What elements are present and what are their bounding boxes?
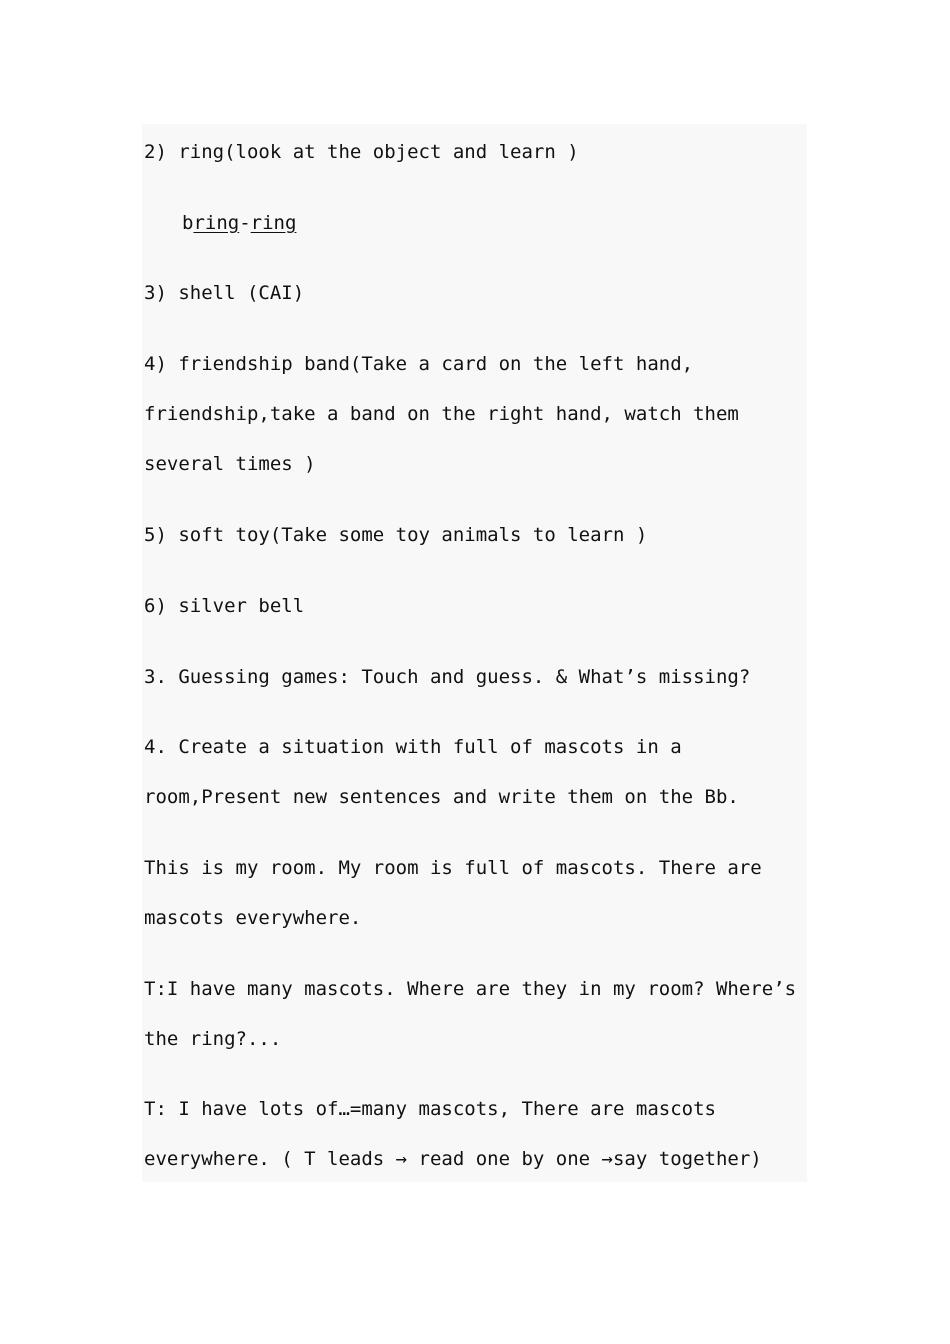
step-create-situation-line-1: 4. Create a situation with full of mascots in a [144, 736, 682, 758]
item-friendship-band-line-1: 4) friendship band(Take a card on the left hand, [144, 353, 694, 375]
teacher-line-2-part-1: T: I have lots of…=many mascots, There are mascots [144, 1098, 716, 1120]
item-silver-bell: 6) silver bell [144, 595, 305, 617]
teacher-line-2-part-2: everywhere. ( T leads → read one by one →say together) [144, 1148, 762, 1170]
sentence-my-room-line-2: mascots everywhere. [144, 907, 362, 929]
item-ring: 2) ring(look at the object and learn ) [144, 141, 579, 163]
word-family-bring-ring [182, 211, 296, 235]
word-dash: - [239, 212, 251, 234]
item-shell: 3) shell (CAI) [144, 282, 305, 304]
sentence-my-room-line-1: This is my room. My room is full of mascots. There are [144, 857, 762, 879]
underlined-ring-1: ring [193, 212, 240, 234]
step-create-situation-line-2: room,Present new sentences and write them on the Bb. [144, 786, 739, 808]
item-soft-toy: 5) soft toy(Take some toy animals to learn ) [144, 524, 648, 546]
teacher-line-1-part-1: T:I have many mascots. Where are they in my room? Where’s [144, 978, 797, 1000]
item-friendship-band-line-2: friendship,take a band on the right hand, watch them [144, 403, 739, 425]
item-friendship-band-line-3: several times ) [144, 453, 316, 475]
document-page [142, 124, 807, 1182]
word-prefix: b [182, 212, 194, 234]
underlined-ring-2: ring [250, 212, 297, 234]
teacher-line-1-part-2: the ring?... [144, 1028, 282, 1050]
step-guessing-games: 3. Guessing games: Touch and guess. & What’s missing? [144, 666, 751, 688]
